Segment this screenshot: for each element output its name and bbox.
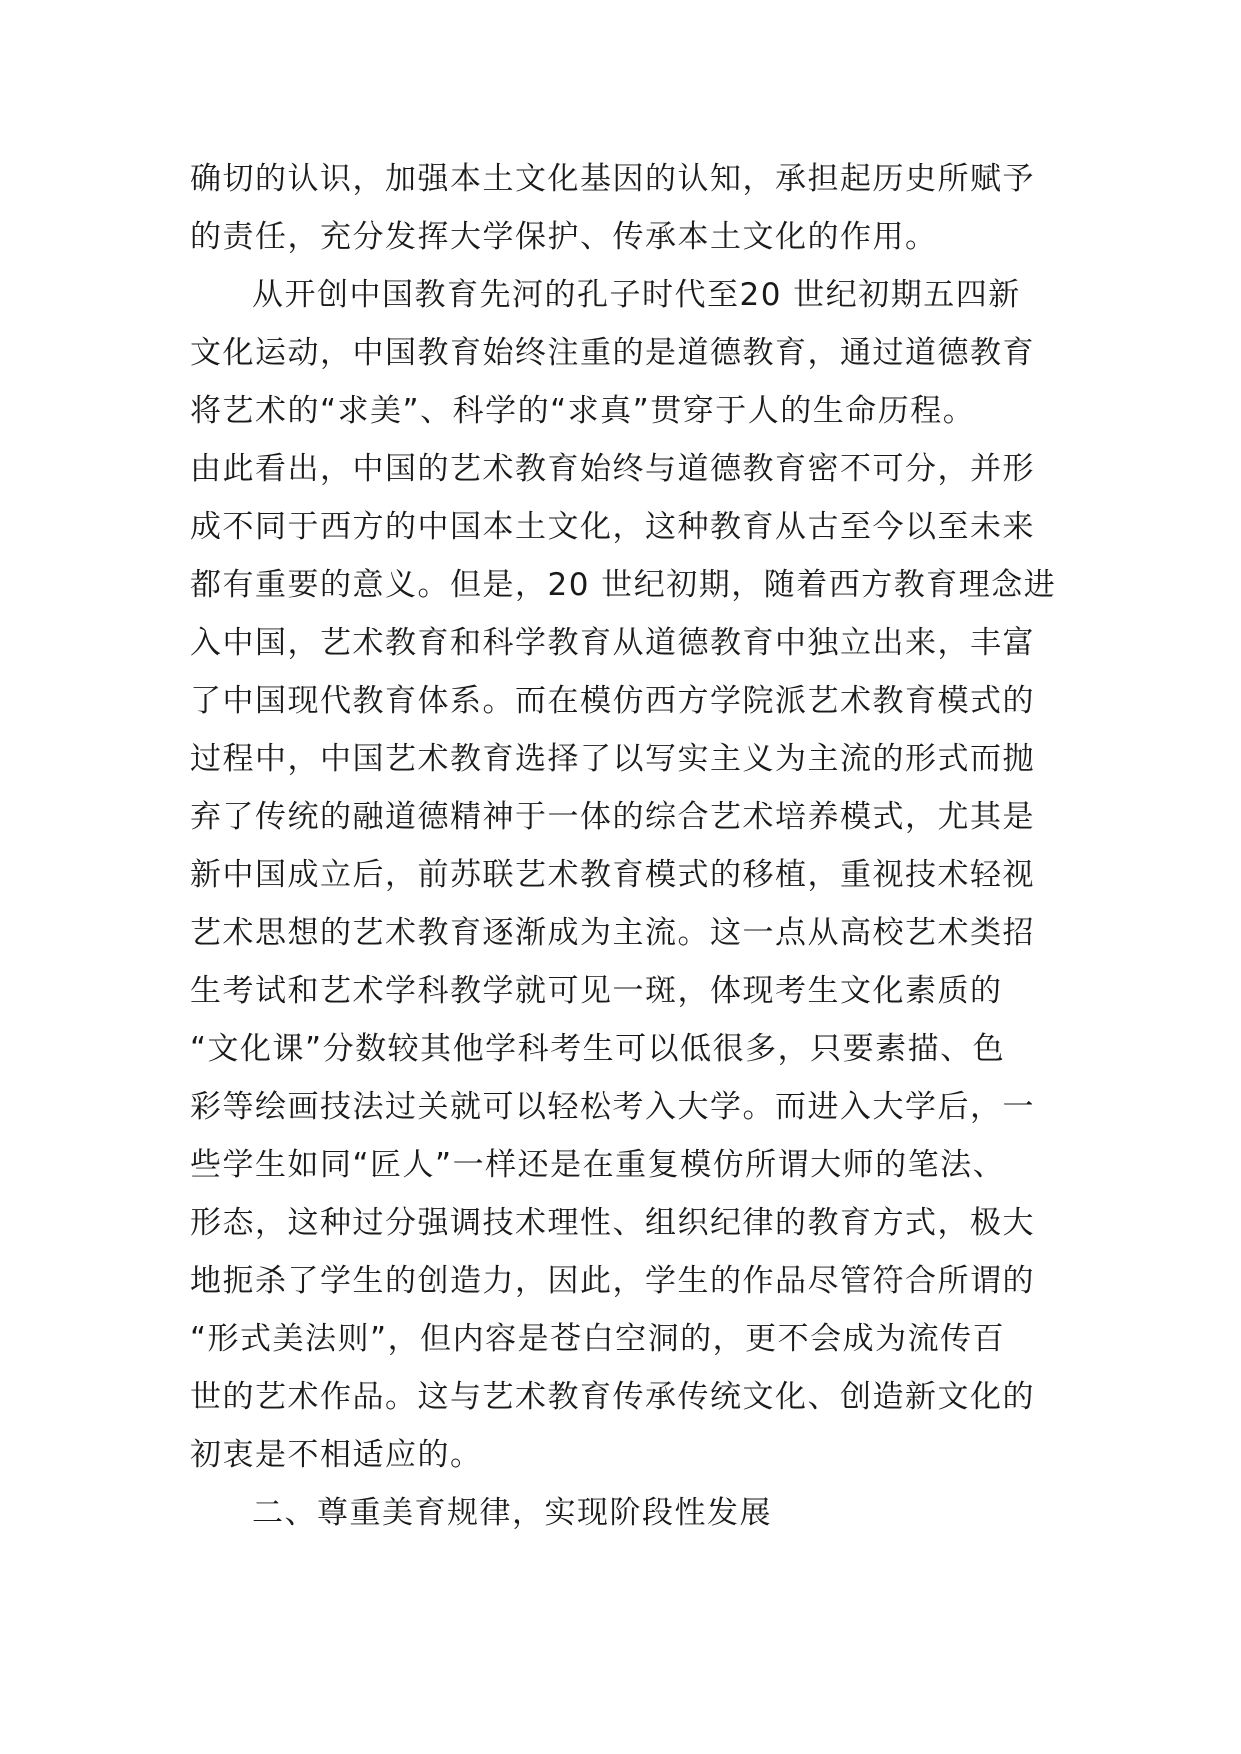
- text-line: 新中国成立后，前苏联艺术教育模式的移植，重视技术轻视: [190, 857, 1035, 893]
- text-line: 过程中，中国艺术教育选择了以写实主义为主流的形式而抛: [190, 741, 1035, 777]
- text-line: 初衷是不相适应的。: [190, 1437, 483, 1473]
- text-line: 些学生如同“匠人”一样还是在重复模仿所谓大师的笔法、: [190, 1147, 1006, 1183]
- text-line: 由此看出，中国的艺术教育始终与道德教育密不可分，并形: [190, 451, 1035, 487]
- text-line: 确切的认识，加强本土文化基因的认知，承担起历史所赋予: [190, 161, 1035, 197]
- text-line: 文化运动，中国教育始终注重的是道德教育，通过道德教育: [190, 335, 1035, 371]
- text-line: 了中国现代教育体系。而在模仿西方学院派艺术教育模式的: [190, 683, 1035, 719]
- document-body: [190, 150, 1057, 1542]
- section-heading-text: 二、尊重美育规律，实现阶段性发展: [252, 1495, 772, 1531]
- text-line: 从开创中国教育先河的孔子时代至20 世纪初期五四新: [252, 277, 1021, 313]
- paragraph-2: [190, 266, 1057, 1484]
- text-line: “文化课”分数较其他学科考生可以低很多，只要素描、色: [190, 1031, 1006, 1067]
- text-line: 生考试和艺术学科教学就可见一斑，体现考生文化素质的: [190, 973, 1003, 1009]
- text-line: 世的艺术作品。这与艺术教育传承传统文化、创造新文化的: [190, 1379, 1035, 1415]
- section-heading: [190, 1484, 1050, 1542]
- text-line: 将艺术的“求美”、科学的“求真”贯穿于人的生命历程。: [190, 393, 976, 429]
- text-line: “形式美法则”，但内容是苍白空洞的，更不会成为流传百: [190, 1321, 1006, 1357]
- text-line: 形态，这种过分强调技术理性、组织纪律的教育方式，极大: [190, 1205, 1035, 1241]
- paragraph-1: [190, 150, 1050, 266]
- text-line: 艺术思想的艺术教育逐渐成为主流。这一点从高校艺术类招: [190, 915, 1035, 951]
- text-line: 入中国，艺术教育和科学教育从道德教育中独立出来，丰富: [190, 625, 1035, 661]
- text-line: 彩等绘画技法过关就可以轻松考入大学。而进入大学后，一: [190, 1089, 1035, 1125]
- text-line: 弃了传统的融道德精神于一体的综合艺术培养模式，尤其是: [190, 799, 1035, 835]
- text-line: 都有重要的意义。但是，20 世纪初期，随着西方教育理念进: [190, 567, 1057, 603]
- text-line: 地扼杀了学生的创造力，因此，学生的作品尽管符合所谓的: [190, 1263, 1035, 1299]
- text-line: 成不同于西方的中国本土文化，这种教育从古至今以至未来: [190, 509, 1035, 545]
- text-line: 的责任，充分发挥大学保护、传承本土文化的作用。: [190, 219, 938, 255]
